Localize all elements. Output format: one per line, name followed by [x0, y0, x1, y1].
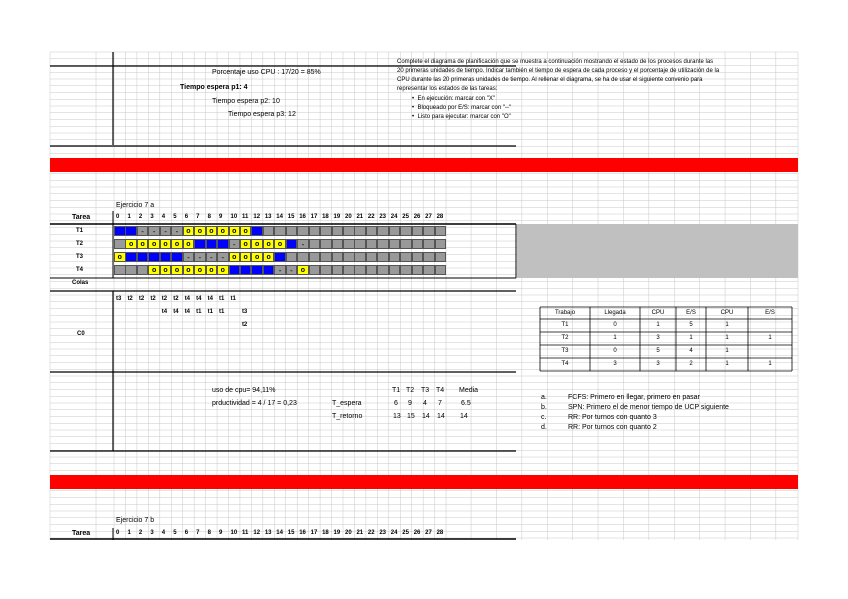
gantt-cell: -	[137, 226, 149, 236]
return-value: 15	[407, 413, 415, 420]
gantt-cell	[366, 239, 378, 249]
gantt-cell	[286, 252, 298, 262]
time-tick: 10	[230, 214, 238, 220]
gantt-cell	[125, 265, 137, 275]
jobs-table-cell: 1	[613, 335, 617, 341]
gantt-cell	[389, 265, 401, 275]
gantt-cell: o	[217, 265, 229, 275]
time-tick: 13	[264, 530, 272, 536]
gantt-cell: o	[194, 265, 206, 275]
gantt-cell	[125, 226, 137, 236]
gantt-cell: o	[160, 265, 172, 275]
separator-band	[50, 158, 798, 172]
gantt-cell: o	[206, 265, 218, 275]
jobs-table-cell: 5	[656, 348, 660, 354]
gantt-cell	[114, 226, 126, 236]
gantt-cell	[400, 239, 412, 249]
gantt-cell	[240, 265, 252, 275]
queue-entry: t1	[219, 296, 225, 302]
gantt-cell	[263, 226, 275, 236]
gantt-cell	[297, 252, 309, 262]
time-tick: 15	[287, 214, 295, 220]
return-time-label: T_retorno	[332, 413, 363, 420]
gantt-cell	[332, 239, 344, 249]
time-tick: 3	[150, 214, 154, 220]
queue-entry: t1	[207, 309, 213, 315]
jobs-table-cell: 1	[725, 348, 729, 354]
time-tick: 11	[241, 530, 249, 536]
gantt-cell	[274, 226, 286, 236]
jobs-table-header: Llegada	[604, 310, 626, 316]
gantt-cell	[194, 239, 206, 249]
queue-entry: t3	[116, 296, 122, 302]
gantt-cell	[423, 252, 435, 262]
time-tick: 12	[253, 530, 261, 536]
task-row-label: T2	[76, 241, 84, 247]
jobs-table-header: E/S	[686, 310, 696, 316]
gantt-cell	[251, 265, 263, 275]
summary-header: T4	[436, 387, 445, 394]
gantt-cell	[354, 226, 366, 236]
time-tick: 16	[299, 214, 306, 220]
gantt-cell: o	[148, 239, 160, 249]
gantt-cell: -	[206, 252, 218, 262]
gantt-cell: o	[183, 239, 195, 249]
bullet-blocked-text: Bloqueado por E/S: marcar con "--"	[417, 105, 512, 111]
task-row-label: T3	[76, 254, 84, 260]
time-tick: 4	[161, 530, 166, 536]
gantt-cell	[377, 265, 389, 275]
time-tick: 20	[345, 530, 352, 536]
gantt-cell	[263, 265, 275, 275]
time-tick: 11	[241, 214, 249, 220]
jobs-table-cell: 1	[768, 361, 772, 367]
summary-header: T1	[392, 387, 401, 394]
gantt-cell	[114, 265, 126, 275]
time-tick: 24	[390, 530, 398, 536]
gantt-cell	[137, 252, 149, 262]
gantt-cell: o	[263, 252, 275, 262]
gantt-cell	[171, 252, 183, 262]
gantt-cell: o	[148, 265, 160, 275]
gantt-cell: o	[274, 239, 286, 249]
gantt-cell	[400, 226, 412, 236]
jobs-table-cell: 1	[725, 335, 729, 341]
jobs-table-header: Trabajo	[554, 310, 576, 316]
gantt-cell	[435, 265, 447, 275]
exercise-b-task-header: Tarea	[72, 530, 91, 537]
gantt-cell: o	[217, 226, 229, 236]
return-value: 14	[437, 413, 445, 420]
queue-entry: t4	[196, 296, 202, 302]
gantt-cell: o	[240, 239, 252, 249]
time-tick: 17	[310, 530, 318, 536]
gantt-cell: o	[160, 239, 172, 249]
gantt-cell	[309, 226, 321, 236]
gantt-cell	[354, 252, 366, 262]
gantt-cell	[309, 265, 321, 275]
gantt-cell	[354, 265, 366, 275]
bullet-blocked: • Bloqueado por E/S: marcar con "--"	[412, 105, 512, 111]
gantt-cell	[412, 239, 424, 249]
policy-letter: c.	[541, 414, 547, 421]
gantt-cell	[412, 252, 424, 262]
time-tick: 12	[253, 214, 261, 220]
wait-value: 4	[423, 400, 427, 407]
queue-entry: t2	[173, 296, 179, 302]
gantt-cell	[366, 252, 378, 262]
gantt-cell	[377, 226, 389, 236]
gantt-cell	[332, 252, 344, 262]
policy-text: SPN: Primero el de menor tiempo de UCP siguiente	[568, 404, 729, 411]
gantt-cell: -	[217, 252, 229, 262]
wait-value: 7	[438, 400, 442, 407]
gantt-cell: -	[274, 265, 286, 275]
time-tick: 2	[138, 530, 143, 536]
queue-entry: t2	[241, 322, 248, 328]
gantt-cell	[217, 239, 229, 249]
policy-letter: b.	[541, 404, 547, 411]
gantt-cell	[377, 252, 389, 262]
separator-band	[50, 475, 798, 489]
gantt-cell	[274, 252, 286, 262]
gantt-cell: -	[160, 226, 172, 236]
time-tick: 23	[379, 214, 387, 220]
gantt-cell: o	[251, 239, 263, 249]
gantt-cell	[400, 252, 412, 262]
queue-entry: t2	[150, 296, 156, 302]
gantt-cell: o	[194, 226, 206, 236]
time-tick: 20	[345, 214, 352, 220]
bullet-ready-text: Listo para ejecutar: marcar con "O"	[417, 114, 511, 120]
time-tick: 1	[127, 214, 131, 220]
cpu-usage-text: Porcentaje uso CPU : 17/20 = 85%	[212, 69, 321, 76]
bullet-ready: • Listo para ejecutar: marcar con "O"	[412, 114, 511, 120]
time-tick: 21	[356, 530, 364, 536]
time-tick: 26	[413, 530, 421, 536]
time-tick: 25	[402, 214, 409, 220]
queue-entry: t1	[230, 296, 236, 302]
gantt-cell	[412, 226, 424, 236]
time-tick: 19	[333, 214, 341, 220]
gantt-cell	[229, 265, 241, 275]
jobs-table-header: E/S	[765, 310, 775, 316]
time-tick: 18	[322, 214, 329, 220]
jobs-table-header: CPU	[720, 310, 734, 316]
time-tick: 2	[138, 214, 143, 220]
jobs-table-cell: 3	[656, 361, 660, 367]
gantt-cell: o	[229, 252, 241, 262]
time-tick: 28	[436, 530, 444, 536]
wait-time-p2: Tiempo espera p2: 10	[212, 98, 280, 105]
gantt-cell	[343, 239, 355, 249]
wait-value: 6	[394, 400, 398, 407]
gantt-cell	[354, 239, 366, 249]
queue-entry: t4	[184, 309, 191, 315]
gantt-cell	[286, 226, 298, 236]
gantt-cell	[114, 239, 126, 249]
time-tick: 7	[196, 530, 200, 536]
gantt-cell	[343, 226, 355, 236]
gantt-cell	[412, 265, 424, 275]
gantt-cell	[435, 252, 447, 262]
wait-time-label: T_espera	[332, 400, 362, 407]
summary-header: T3	[421, 387, 430, 394]
jobs-table-cell: T2	[561, 335, 569, 341]
time-tick: 8	[207, 530, 211, 536]
queue-entry: t3	[241, 309, 248, 315]
gantt-cell	[343, 265, 355, 275]
jobs-table-cell: 5	[689, 322, 693, 328]
gantt-cell	[435, 226, 447, 236]
queue-c0-label: C0	[77, 331, 85, 337]
time-tick: 27	[425, 530, 432, 536]
queue-entry: t1	[219, 309, 225, 315]
queue-entry: t2	[161, 296, 168, 302]
policy-text: RR: Por turnos con quanto 2	[568, 424, 657, 431]
time-tick: 1	[127, 530, 131, 536]
time-tick: 13	[264, 214, 272, 220]
gantt-cell	[389, 252, 401, 262]
gantt-cell	[423, 239, 435, 249]
time-tick: 6	[184, 214, 189, 220]
jobs-table-cell: 0	[613, 322, 617, 328]
gantt-cell	[423, 226, 435, 236]
exercise-a-task-header: Tarea	[72, 214, 91, 221]
gantt-cell: -	[297, 239, 309, 249]
time-tick: 10	[230, 530, 238, 536]
jobs-table-header: CPU	[651, 310, 665, 316]
time-tick: 9	[219, 530, 223, 536]
gantt-cell	[320, 239, 332, 249]
jobs-table-cell: 3	[656, 335, 660, 341]
return-value: 14	[460, 413, 468, 420]
gantt-cell	[366, 265, 378, 275]
time-tick: 9	[219, 214, 223, 220]
wait-time-p1: Tiempo espera p1: 4	[180, 84, 248, 91]
gantt-cell	[332, 265, 344, 275]
gantt-cell	[320, 226, 332, 236]
time-tick: 26	[413, 214, 421, 220]
shaded-region	[517, 224, 798, 278]
gantt-cell	[297, 226, 309, 236]
productivity-result: prductividad = 4 / 17 = 0,23	[212, 400, 297, 407]
gantt-cell: o	[125, 239, 137, 249]
policy-text: FCFS: Primero en llegar, primero en pasar	[568, 394, 700, 401]
gantt-cell	[435, 239, 447, 249]
policy-letter: a.	[541, 394, 547, 401]
time-tick: 4	[161, 214, 166, 220]
gantt-cell	[206, 239, 218, 249]
bullet-running-text: En ejecución: marcar con "X"	[417, 96, 496, 102]
policy-letter: d.	[541, 424, 547, 431]
summary-header: Media	[459, 387, 479, 394]
jobs-table-cell: 1	[656, 322, 660, 328]
queue-entry: t1	[196, 309, 202, 315]
gantt-cell: -	[286, 265, 298, 275]
jobs-table-cell: 3	[613, 361, 617, 367]
gantt-cell: -	[229, 239, 241, 249]
gantt-cell	[389, 226, 401, 236]
gantt-cell: o	[240, 226, 252, 236]
time-tick: 24	[390, 214, 398, 220]
gantt-cell: o	[206, 226, 218, 236]
gantt-cell	[251, 226, 263, 236]
time-tick: 0	[116, 214, 120, 220]
task-row-label: T1	[76, 228, 84, 234]
time-tick: 18	[322, 530, 329, 536]
gantt-cell: o	[171, 239, 183, 249]
jobs-table-cell: 2	[689, 361, 693, 367]
gantt-cell	[286, 239, 298, 249]
return-value: 13	[393, 413, 401, 420]
jobs-table-cell: 1	[689, 335, 693, 341]
gantt-cell: -	[194, 252, 206, 262]
instructions-line-4: representar los estados de las tareas:	[397, 86, 498, 92]
gantt-cell: o	[251, 252, 263, 262]
time-tick: 17	[310, 214, 318, 220]
queue-entry: t4	[184, 296, 191, 302]
exercise-a-title: Ejercicio 7 a	[116, 202, 155, 209]
time-tick: 21	[356, 214, 364, 220]
time-tick: 22	[367, 214, 375, 220]
time-tick: 8	[207, 214, 211, 220]
gantt-cell	[423, 265, 435, 275]
bullet-running: • En ejecución: marcar con "X"	[412, 96, 496, 102]
gantt-cell	[160, 252, 172, 262]
time-tick: 14	[276, 530, 283, 536]
jobs-table-cell: 0	[613, 348, 617, 354]
gantt-cell	[366, 226, 378, 236]
jobs-table-cell: 1	[725, 361, 729, 367]
gantt-cell: o	[240, 252, 252, 262]
return-value: 14	[422, 413, 430, 420]
gantt-cell: o	[183, 265, 195, 275]
gantt-cell: -	[183, 252, 195, 262]
gantt-cell: o	[183, 226, 195, 236]
gantt-cell	[309, 252, 321, 262]
time-tick: 23	[379, 530, 387, 536]
gantt-cell	[320, 265, 332, 275]
time-tick: 3	[150, 530, 154, 536]
gantt-cell	[389, 239, 401, 249]
time-tick: 5	[173, 214, 177, 220]
wait-time-p3: Tiempo espera p3: 12	[228, 111, 296, 118]
gantt-cell	[343, 252, 355, 262]
instructions-line-3: CPU durante las 20 primeras unidades de tiempo. Al rellenar el diagrama, se ha de usar el siguiente convenio para	[397, 77, 703, 83]
queue-entry: t2	[127, 296, 133, 302]
gantt-cell: o	[263, 239, 275, 249]
gantt-cell: o	[171, 265, 183, 275]
jobs-table-cell: 1	[725, 322, 729, 328]
queue-entry: t4	[161, 309, 168, 315]
wait-value: 9	[408, 400, 412, 407]
wait-value: 6.5	[461, 400, 471, 407]
gantt-cell	[320, 252, 332, 262]
jobs-table-cell: 4	[689, 348, 693, 354]
jobs-table-cell: T4	[561, 361, 569, 367]
summary-header: T2	[406, 387, 415, 394]
policy-text: RR: Por turnos con quanto 3	[568, 414, 657, 421]
time-tick: 6	[184, 530, 189, 536]
jobs-table-cell: T3	[561, 348, 569, 354]
queue-entry: t4	[173, 309, 179, 315]
gantt-cell: -	[148, 226, 160, 236]
gantt-cell	[377, 239, 389, 249]
time-tick: 15	[287, 530, 295, 536]
jobs-table-cell: T1	[561, 322, 569, 328]
time-tick: 22	[367, 530, 375, 536]
queues-label: Colas	[72, 280, 89, 286]
gantt-cell: o	[114, 252, 126, 262]
time-tick: 19	[333, 530, 341, 536]
task-row-label: T4	[76, 267, 84, 273]
instructions-line-2: 20 primeras unidades de tiempo. Indicar también el tiempo de espera de cada proceso y el porcentaje de utilización de la	[397, 68, 720, 74]
instructions-line-1: Complete el diagrama de planificación que se muestra a continuación mostrando el estado de los procesos durante las	[397, 59, 714, 65]
exercise-b-title: Ejercicio 7 b	[116, 517, 155, 524]
time-tick: 27	[425, 214, 432, 220]
gantt-cell: o	[297, 265, 309, 275]
gantt-cell: o	[137, 239, 149, 249]
time-tick: 14	[276, 214, 283, 220]
gantt-cell	[400, 265, 412, 275]
queue-entry: t2	[138, 296, 145, 302]
time-tick: 16	[299, 530, 306, 536]
time-tick: 7	[196, 214, 200, 220]
time-tick: 25	[402, 530, 409, 536]
queue-entry: t4	[207, 296, 213, 302]
time-tick: 28	[436, 214, 444, 220]
cpu-use-result: uso de cpu= 94,11%	[212, 387, 276, 394]
time-tick: 5	[173, 530, 177, 536]
gantt-cell	[125, 252, 137, 262]
time-tick: 0	[116, 530, 120, 536]
gantt-cell	[137, 265, 149, 275]
gantt-cell	[332, 226, 344, 236]
jobs-table-cell: 1	[768, 335, 772, 341]
gantt-cell: -	[171, 226, 183, 236]
gantt-cell	[309, 239, 321, 249]
gantt-cell	[148, 252, 160, 262]
gantt-cell: o	[229, 226, 241, 236]
